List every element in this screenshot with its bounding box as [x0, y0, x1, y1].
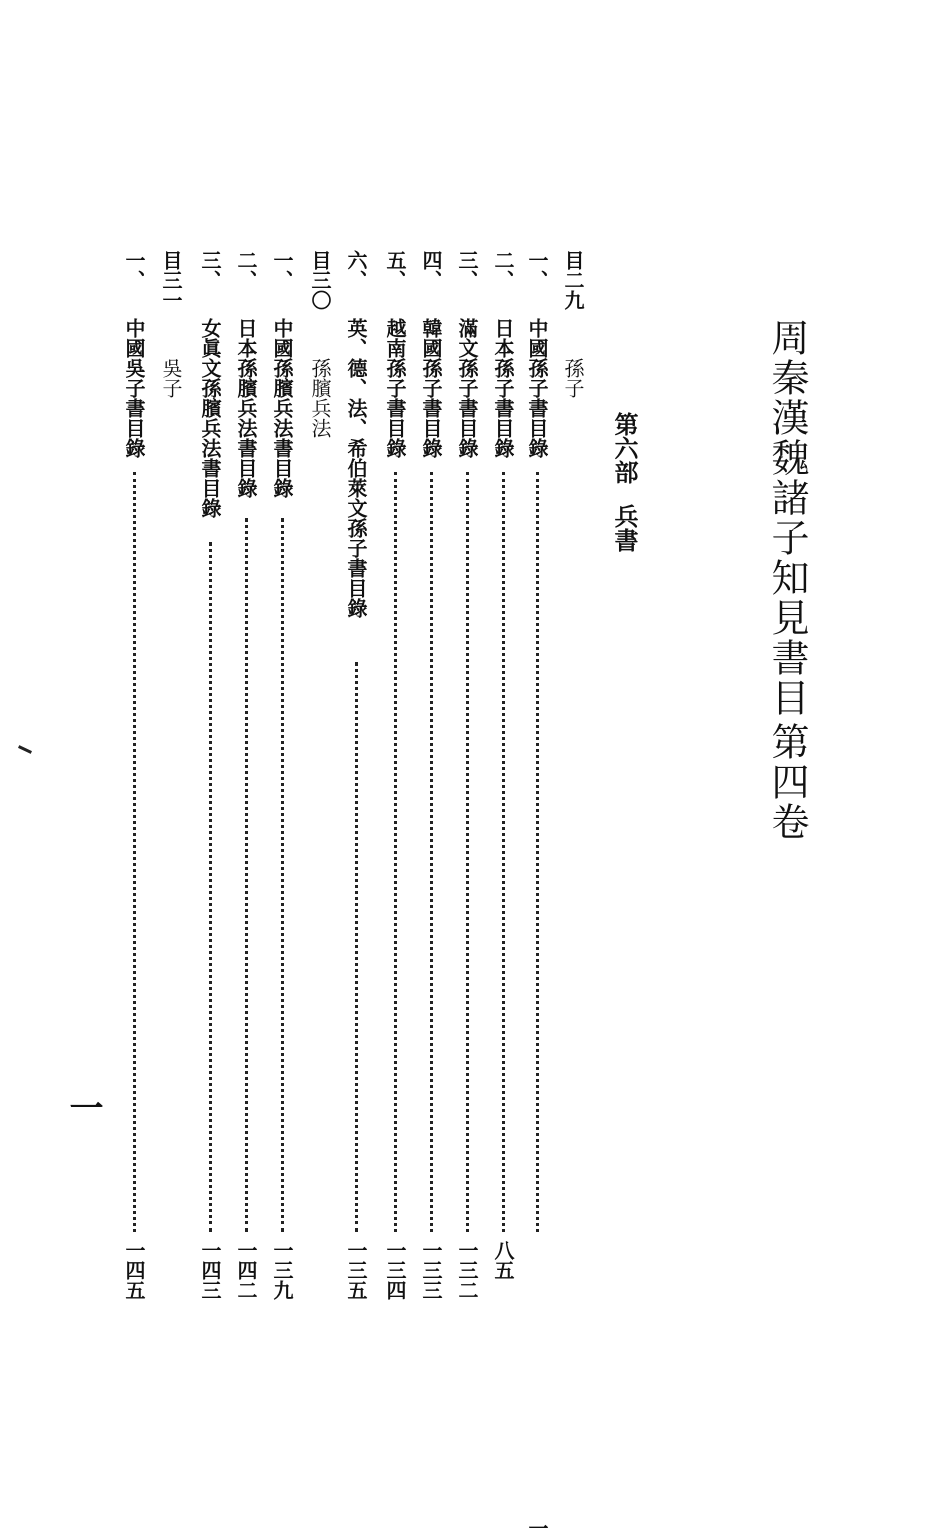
entry-number: 六、	[344, 250, 368, 290]
entry-number: 一、	[525, 250, 549, 290]
scan-mark	[18, 745, 32, 754]
page-folio: 一	[63, 1090, 103, 1124]
section-title: 孫臏兵法	[308, 358, 332, 438]
entry-title: 英、德、法、希伯萊文孫子書目錄	[344, 318, 368, 618]
entry-title: 女眞文孫臏兵法書目錄	[198, 318, 222, 518]
section-title: 孫子	[561, 358, 585, 398]
section-title: 吳子	[159, 358, 183, 398]
book-title: 周秦漢魏諸子知見書目	[765, 318, 809, 718]
section-number: 目二九	[561, 250, 585, 310]
dot-leader	[430, 472, 433, 1232]
dot-leader	[466, 472, 469, 1232]
entry-page: 一三九	[270, 1240, 294, 1300]
dot-leader	[133, 472, 136, 1232]
part-heading	[610, 412, 639, 552]
entry-number: 三、	[198, 250, 222, 290]
dot-leader	[536, 472, 539, 1232]
dot-leader	[209, 542, 212, 1232]
entry-page: 八五	[491, 1240, 515, 1280]
entry-title: 中國孫臏兵法書目錄	[270, 318, 294, 498]
entry-number: 三、	[455, 250, 479, 290]
part-name: 兵書	[610, 504, 639, 552]
dot-leader	[355, 662, 358, 1232]
entry-title: 越南孫子書目錄	[383, 318, 407, 458]
entry-number: 二、	[491, 250, 515, 290]
dot-leader	[502, 472, 505, 1232]
dot-leader	[281, 518, 284, 1232]
section-number: 目三〇	[308, 250, 332, 310]
entry-title: 中國孫子書目錄	[525, 318, 549, 458]
entry-title: 中國吳子書目錄	[122, 318, 146, 458]
entry-page: 一三二	[455, 1240, 479, 1300]
entry-page: 一	[525, 1518, 549, 1538]
dot-leader	[245, 518, 248, 1232]
entry-title: 韓國孫子書目錄	[419, 318, 443, 458]
dot-leader	[394, 472, 397, 1232]
entry-title: 日本孫子書目錄	[491, 318, 515, 458]
entry-number: 五、	[383, 250, 407, 290]
entry-page: 一四五	[122, 1240, 146, 1300]
part-number: 第六部	[610, 412, 639, 484]
entry-page: 一三三	[419, 1240, 443, 1300]
entry-number: 一、	[270, 250, 294, 290]
entry-title: 日本孫臏兵法書目錄	[234, 318, 258, 498]
entry-page: 一四二	[234, 1240, 258, 1300]
section-number: 目三一	[159, 250, 183, 310]
entry-page: 一三五	[344, 1240, 368, 1300]
entry-number: 二、	[234, 250, 258, 290]
entry-number: 四、	[419, 250, 443, 290]
entry-page: 一三四	[383, 1240, 407, 1300]
volume-number: 第四卷	[765, 722, 809, 842]
entry-number: 一、	[122, 250, 146, 290]
entry-title: 滿文孫子書目錄	[455, 318, 479, 458]
entry-page: 一四三	[198, 1240, 222, 1300]
